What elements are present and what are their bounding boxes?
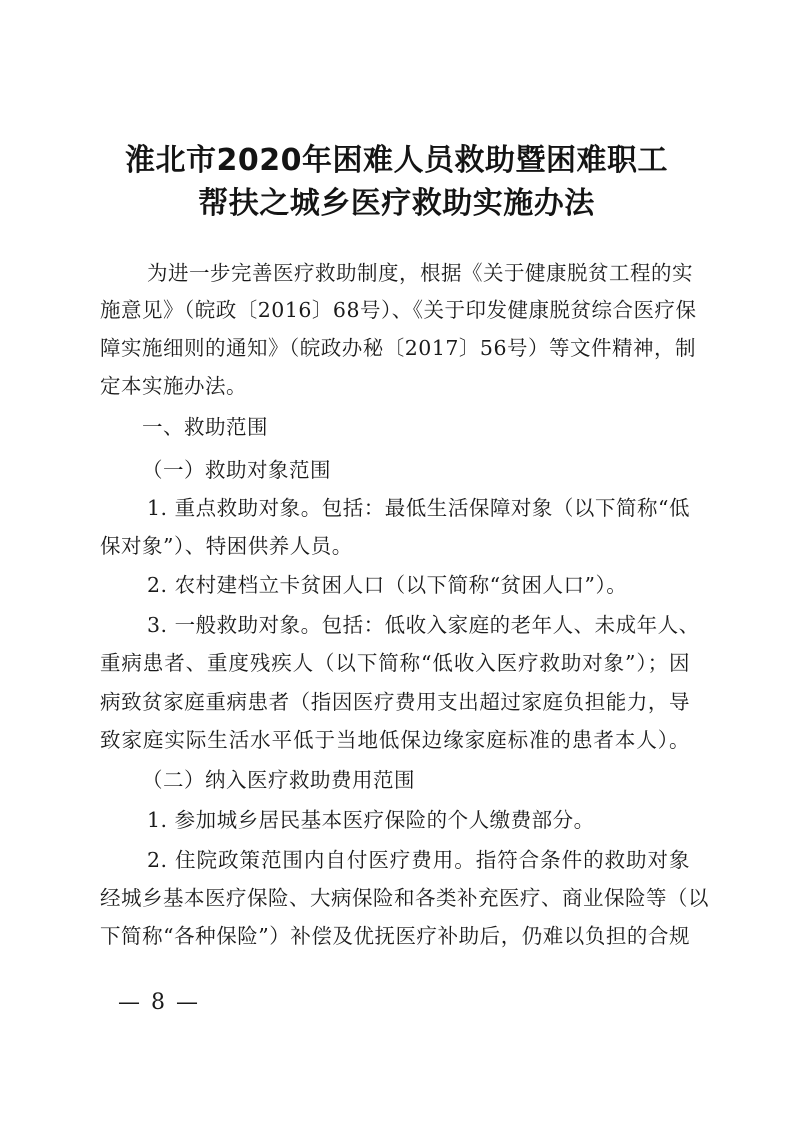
body-line: 重病患者、重度残疾人（以下简称“低收入医疗救助对象”）；因 bbox=[100, 651, 690, 675]
body-line: 致家庭实际生活水平低于当地低保边缘家庭标准的患者本人）。 bbox=[100, 728, 690, 752]
body-line: 2. 住院政策范围内自付医疗费用。指符合条件的救助对象 bbox=[147, 848, 690, 872]
body-line: 定本实施办法。 bbox=[100, 374, 247, 398]
subsection-heading: （一）救助对象范围 bbox=[142, 458, 331, 482]
body-line: 为进一步完善医疗救助制度，根据《关于健康脱贫工程的实 bbox=[147, 261, 693, 285]
page-number: — 8 — bbox=[118, 990, 200, 1015]
body-line: 保对象”）、特困供养人员。 bbox=[100, 534, 353, 558]
section-heading: 一、救助范围 bbox=[142, 415, 268, 439]
subsection-heading: （二）纳入医疗救助费用范围 bbox=[142, 768, 415, 792]
body-line: 下简称“各种保险”）补偿及优抚医疗补助后，仍难以负担的合规 bbox=[100, 924, 690, 948]
body-line: 病致贫家庭重病患者（指因医疗费用支出超过家庭负担能力，导 bbox=[100, 690, 690, 714]
body-line: 1. 参加城乡居民基本医疗保险的个人缴费部分。 bbox=[147, 808, 595, 832]
body-line: 1. 重点救助对象。包括：最低生活保障对象（以下简称“低 bbox=[147, 496, 690, 520]
document-title-line-2: 帮扶之城乡医疗救助实施办法 bbox=[198, 186, 595, 221]
body-line: 2. 农村建档立卡贫困人口（以下简称“贫困人口”）。 bbox=[147, 573, 628, 597]
body-line: 3. 一般救助对象。包括：低收入家庭的老年人、未成年人、 bbox=[147, 613, 700, 637]
document-title-line-1: 淮北市2020年困难人员救助暨困难职工 bbox=[125, 143, 668, 178]
body-line: 障实施细则的通知》（皖政办秘〔2017〕56号）等文件精神，制 bbox=[100, 336, 697, 360]
body-line: 经城乡基本医疗保险、大病保险和各类补充医疗、商业保险等（以 bbox=[100, 886, 709, 910]
body-line: 施意见》（皖政〔2016〕68号）、《关于印发健康脱贫综合医疗保 bbox=[100, 298, 697, 322]
